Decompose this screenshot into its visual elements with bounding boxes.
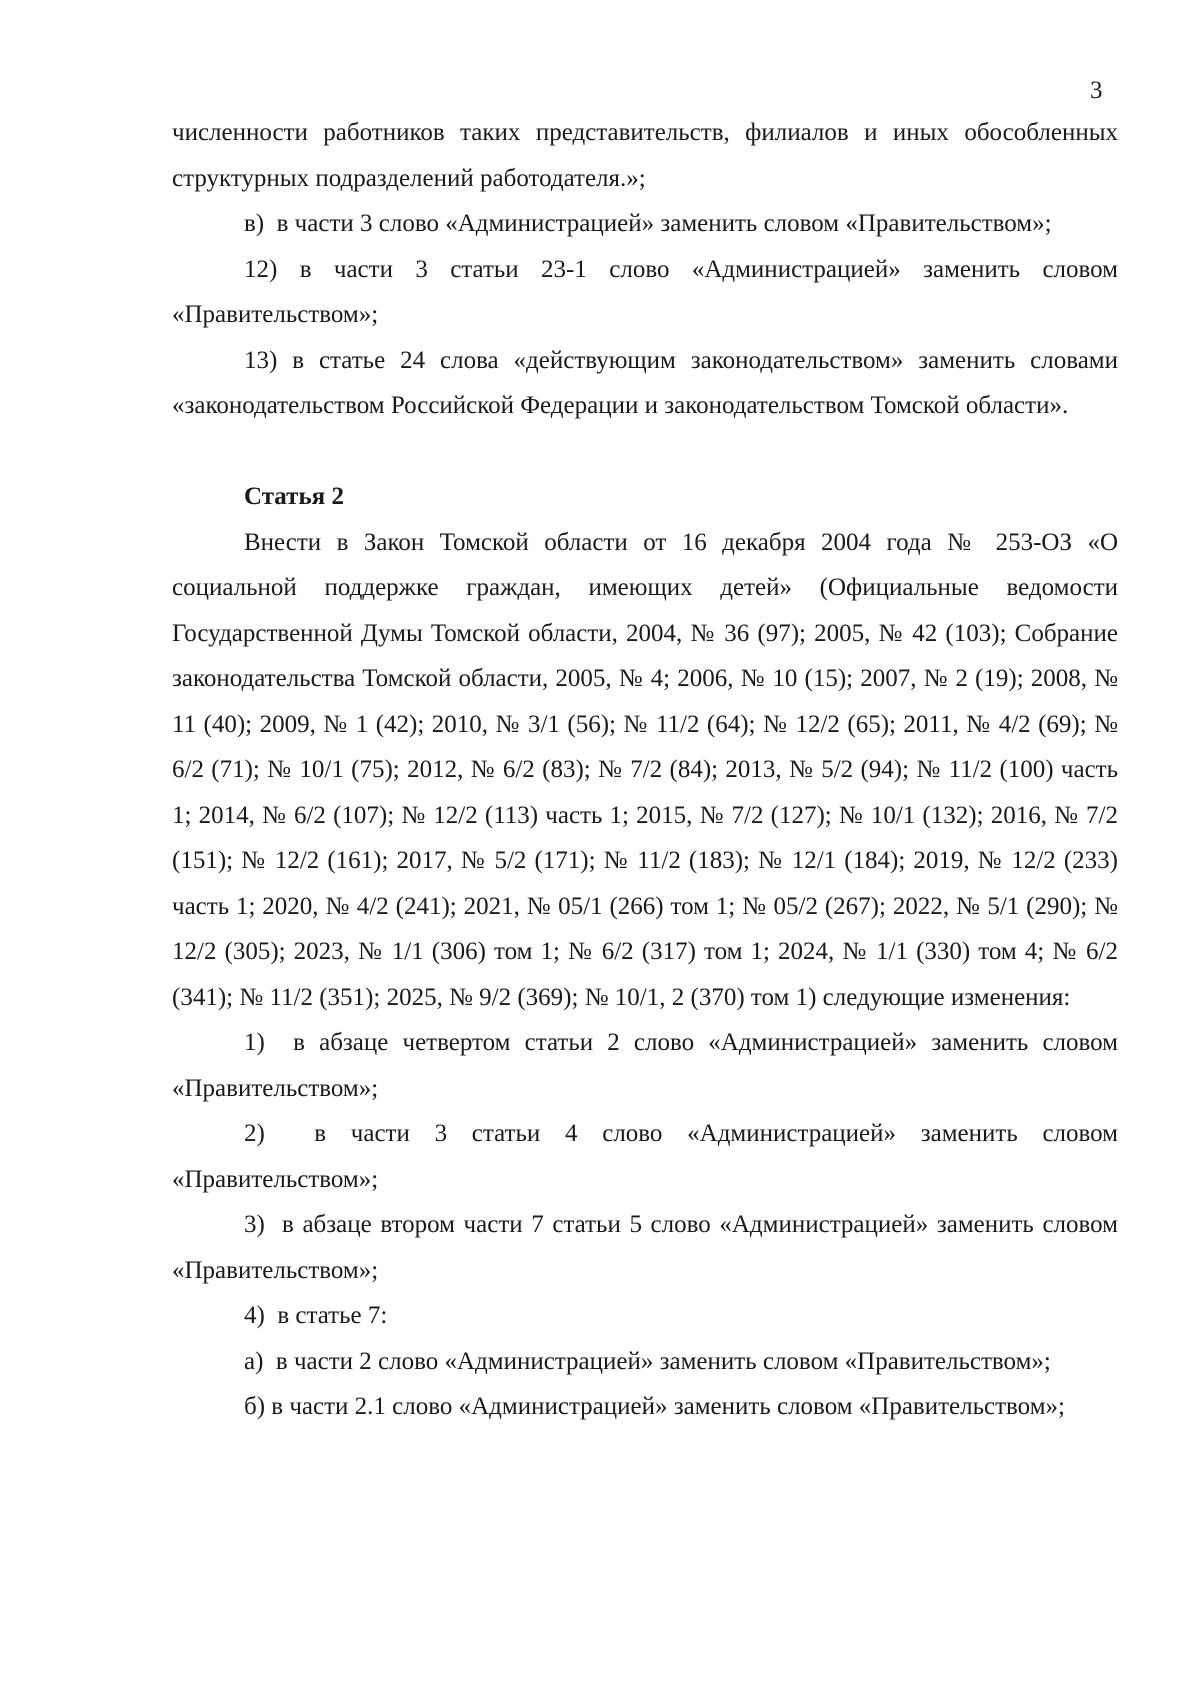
paragraph-item-4: 4) в статье 7: <box>244 1302 388 1329</box>
paragraph-item-v: в) в части 3 слово «Администрацией» заменить словом «Правительством»; <box>244 210 1052 237</box>
paragraph-item-13: 13) в статье 24 слова «действующим законодательством» заменить словами «законодательством Российской Федерации и законодательством Томской области». <box>172 346 1118 419</box>
paragraph-continuation: численности работников таких представительств, филиалов и иных обособленных структурных подразделений работодателя.»; <box>172 119 1118 192</box>
paragraph-item-b: б) в части 2.1 слово «Администрацией» заменить словом «Правительством»; <box>244 1393 1065 1420</box>
page-number: 3 <box>1090 77 1103 104</box>
document-body <box>172 110 1118 1430</box>
paragraph-amendment-intro: Внести в Закон Томской области от 16 декабря 2004 года № 253-ОЗ «О социальной поддержке граждан, имеющих детей» (Официальные ведомости Государственной Думы Томской области, 2004, № 36 (97); 2005, № 42 (103); Собрание законодательства Томской области, 2005, № 4; 2006, № 10 (15); 2007, № 2 (19); 2008, № 11 (40); 2009, № 1 (42); 2010, № 3/1 (56); № 11/2 (64); № 12/2 (65); 2011, № 4/2 (69); № 6/2 (71); № 10/1 (75); 2012, № 6/2 (83); № 7/2 (84); 2013, № 5/2 (94); № 11/2 (100) часть 1; 2014, № 6/2 (107); № 12/2 (113) часть 1; 2015, № 7/2 (127); № 10/1 (132); 2016, № 7/2 (151); № 12/2 (161); 2017, № 5/2 (171); № 11/2 (183); № 12/1 (184); 2019, № 12/2 (233) часть 1; 2020, № 4/2 (241); 2021, № 05/1 (266) том 1; № 05/2 (267); 2022, № 5/1 (290); № 12/2 (305); 2023, № 1/1 (306) том 1; № 6/2 (317) том 1; 2024, № 1/1 (330) том 4; № 6/2 (341); № 11/2 (351); 2025, № 9/2 (369); № 10/1, 2 (370) том 1) следующие изменения: <box>172 528 1118 1011</box>
paragraph-item-3: 3) в абзаце втором части 7 статьи 5 слово «Администрацией» заменить словом «Правительством»; <box>172 1211 1118 1284</box>
paragraph-item-1: 1) в абзаце четвертом статьи 2 слово «Администрацией» заменить словом «Правительством»; <box>172 1029 1118 1102</box>
paragraph-item-a: а) в части 2 слово «Администрацией» заменить словом «Правительством»; <box>244 1347 1051 1375</box>
article-heading: Статья 2 <box>244 483 344 510</box>
paragraph-item-2: 2) в части 3 статьи 4 слово «Администрацией» заменить словом «Правительством»; <box>172 1120 1118 1193</box>
paragraph-item-12: 12) в части 3 статьи 23-1 слово «Администрацией» заменить словом «Правительством»; <box>172 255 1118 328</box>
